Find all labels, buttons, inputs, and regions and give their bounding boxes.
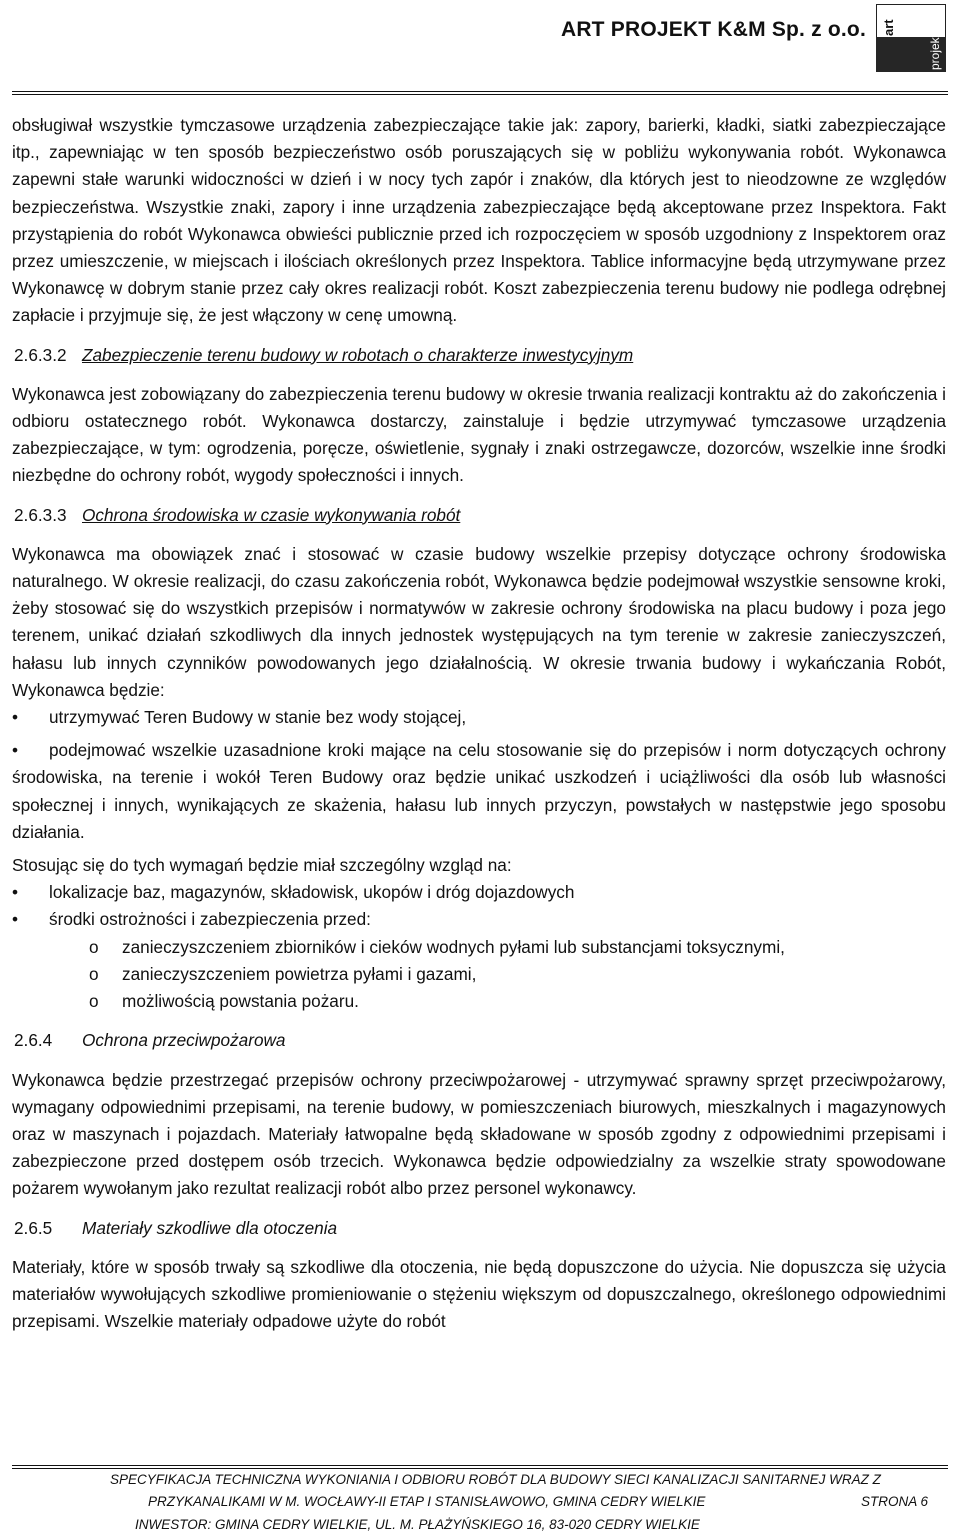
bullet-marker: • (12, 909, 19, 930)
sub-list-item: o zanieczyszczeniem zbiorników i cieków wodnych pyłami lub substancjami toksycznymi, (12, 934, 946, 961)
page-header (0, 0, 960, 90)
section-number: 2.6.4 (14, 1030, 53, 1051)
footer-investor: INWESTOR: GMINA CEDRY WIELKIE, UL. M. PŁAŻYŃSKIEGO 16, 83-020 CEDRY WIELKIE (135, 1517, 700, 1532)
section-title: Zabezpieczenie terenu budowy w robotach o charakterze inwestycyjnym (82, 344, 634, 365)
list-item: • podejmować wszelkie uzasadnione kroki mające na celu stosowanie się do przepisów i norm dotyczących ochrony środowiska, na terenie i wokół Teren Budowy oraz będzie unikać uszkodzeń i uciążliwości dla osób lub własności społecznej i innych, wynikających ze skażenia, hałasu lub innych przyczyn, powstałych w następstwie jego sposobu działania. (12, 737, 946, 846)
section-title: Ochrona środowiska w czasie wykonywania robót (82, 504, 461, 525)
sub-bullet-marker: o (89, 991, 99, 1012)
footer-rule (12, 1465, 948, 1466)
section-heading-2-6-5 (12, 1215, 946, 1242)
list-item: • środki ostrożności i zabezpieczenia przed: (12, 906, 946, 933)
paragraph-site-protection: Wykonawca jest zobowiązany do zabezpieczenia terenu budowy w okresie trwania realizacji kontraktu aż do zakończenia i odbioru ostatecznego robót. Wykonawca dostarczy, zainstaluje i będzie utrzymywać tymczasowe urządzenia zabezpieczające, w tym: ogrodzenia, poręcze, oświetlenie, sygnały i znaki ostrzegawcze, dozorców, wszelkie inne środki niezbędne do ochrony robót, wygody społeczności i innych. (12, 383, 946, 486)
header-rule (12, 91, 948, 92)
page-number: STRONA 6 (860, 1494, 928, 1509)
section-number: 2.6.3.3 (14, 504, 67, 525)
footer-rule-second (12, 1468, 948, 1469)
footer-spec-title: SPECYFIKACJA TECHNICZNA WYKONIANIA I ODBIORU ROBÓT DLA BUDOWY SIECI KANALIZACJI SANITARNEJ WRAZ Z (110, 1472, 881, 1487)
paragraph-fire-protection: Wykonawca będzie przestrzegać przepisów ochrony przeciwpożarowej - utrzymywać sprawny sprzęt przeciwpożarowy, wymagany odpowiednimi przepisami, na terenie budowy, w pomieszczeniach biurowych, mieszkalnych i magazynowych oraz w maszynach i pojazdach. Materiały łatwopalne będą składowane w sposób zgodny z odpowiednimi przepisami i zabezpieczone przed dostępem osób trzecich. Wykonawca będzie odpowiedzialny za wszelkie straty spowodowane pożarem wywołanym jako rezultat realizacji robót albo przez personel wykonawcy. (12, 1069, 946, 1199)
logo-art-text: art (881, 19, 896, 36)
sub-list-item: o możliwością powstania pożaru. (12, 988, 946, 1015)
list-item: • utrzymywać Teren Budowy w stanie bez wody stojącej, (12, 704, 946, 731)
sub-bullet-marker: o (89, 963, 99, 984)
logo-bottom-box (876, 33, 946, 72)
art-projekt-logo (876, 4, 946, 70)
section-heading-2-6-3-3 (12, 502, 946, 529)
paragraph-harmful-materials: Materiały, które w sposób trwały są szkodliwe dla otoczenia, nie będą dopuszczone do użycia. Nie dopuszcza się użycia materiałów wywołujących szkodliwe promieniowanie o stężeniu większym od dopuszczalnego, określonego odpowiednimi przepisami. Wszelkie materiały odpadowe użyte do robót (12, 1256, 946, 1332)
paragraph-requirements: Stosując się do tych wymagań będzie miał szczególny wzgląd na: (12, 855, 512, 876)
paragraph-environment: Wykonawca ma obowiązek znać i stosować w czasie budowy wszelkie przepisy dotyczące ochrony środowiska naturalnego. W okresie realizacji, do czasu zakończenia robót, Wykonawca będzie podejmował wszystkie sensowne kroki, żeby stosować się do wszystkich przepisów i normatywów w zakresie ochrony środowiska na placu budowy i poza jego terenem, unikać działań szkodliwych dla innych jednostek występujących na tym terenie w zakresie zanieczyszczeń, hałasu lub innych czynników powodowanych jego działalnością. W okresie trwania budowy i wykańczania Robót, Wykonawca będzie: (12, 543, 946, 700)
logo-projekt-text: projekt (928, 33, 942, 70)
section-heading-2-6-4 (12, 1027, 946, 1054)
header-rule-second (12, 94, 948, 95)
bullet-marker: • (12, 707, 19, 728)
sub-list-item: o zanieczyszczeniem powietrza pyłami i gazami, (12, 961, 946, 988)
section-heading-2-6-3-2 (12, 342, 946, 369)
paragraph-safety-devices: obsługiwał wszystkie tymczasowe urządzenia zabezpieczające takie jak: zapory, barierki, kładki, siatki zabezpieczające itp., zapewniając w ten sposób bezpieczeństwo osób poruszających się w pobliżu wykonywania robót. Wykonawca zapewni stałe warunki widoczności w dzień i w nocy tych zapór i znaków, dla których jest to nieodzowne ze względów bezpieczeństwa. Wszystkie znaki, zapory i inne urządzenia zabezpieczające będą akceptowane przez Inspektora. Fakt przystąpienia do robót Wykonawca obwieści publicznie przed ich rozpoczęciem w sposób uzgodniony z Inspektorem oraz przez umieszczenie, w miejscach i ilościach określonych przez Inspektora. Tablice informacyjne będą utrzymywane przez Wykonawcę w dobrym stanie przez cały okres realizacji robót. Koszt zabezpieczenia terenu budowy nie podlega odrębnej zapłacie i przyjmuje się, że jest włączony w cenę umowną. (12, 115, 946, 326)
list-item: • lokalizacje baz, magazynów, składowisk, ukopów i dróg dojazdowych (12, 879, 946, 906)
section-number: 2.6.5 (14, 1217, 53, 1238)
section-number: 2.6.3.2 (14, 344, 67, 365)
section-title: Materiały szkodliwe dla otoczenia (82, 1217, 338, 1238)
sub-bullet-marker: o (89, 936, 99, 957)
company-name: ART PROJEKT K&M Sp. z o.o. (560, 18, 866, 41)
footer-spec-location: PRZYKANALIKAMI W M. WOCŁAWY-II ETAP I STANISŁAWOWO, GMINA CEDRY WIELKIE (148, 1494, 706, 1509)
document-body (12, 112, 946, 1335)
bullet-marker: • (12, 882, 19, 903)
bullet-marker: • (12, 740, 19, 761)
section-title: Ochrona przeciwpożarowa (82, 1030, 286, 1051)
